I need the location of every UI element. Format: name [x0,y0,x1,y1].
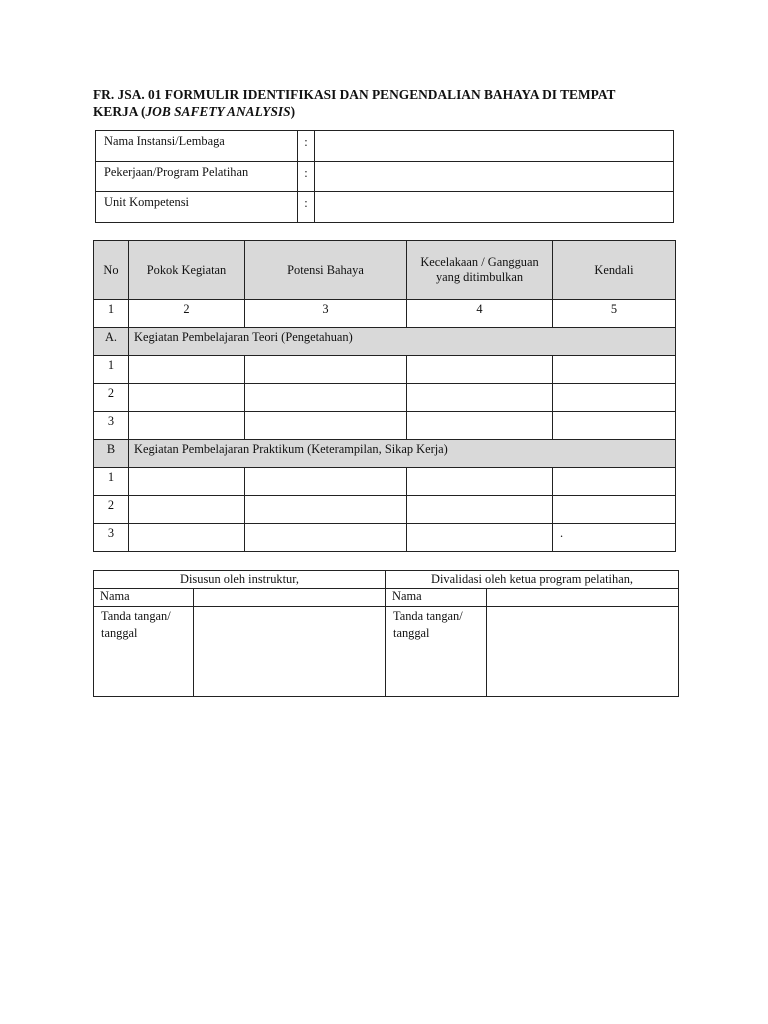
header-potensi-bahaya: Potensi Bahaya [245,241,407,300]
name-field-instructor[interactable] [194,589,386,607]
section-code: A. [94,328,129,356]
identification-row [96,131,674,162]
cell-potensi-bahaya[interactable] [245,496,407,524]
cell-kecelakaan[interactable] [407,384,553,412]
jsa-table [93,240,676,552]
identification-separator: : [298,131,315,162]
identification-value-pekerjaan[interactable] [315,161,674,192]
cell-potensi-bahaya[interactable] [245,356,407,384]
form-title-line2-italic: JOB SAFETY ANALYSIS [145,104,291,119]
name-label-instructor: Nama [94,589,194,607]
identification-row [96,192,674,223]
sign-label-line2: tanggal [101,626,138,640]
form-title [93,86,673,120]
identification-label-unit: Unit Kompetensi [96,192,298,223]
cell-kendali[interactable] [553,468,676,496]
cell-potensi-bahaya[interactable] [245,412,407,440]
identification-table [95,130,674,223]
column-number: 4 [407,300,553,328]
sign-label-validator [386,607,487,697]
sign-label-instructor [94,607,194,697]
header-pokok-kegiatan: Pokok Kegiatan [129,241,245,300]
signature-sign-row [94,607,679,697]
cell-pokok-kegiatan[interactable] [129,524,245,552]
column-number: 3 [245,300,407,328]
section-a-row [94,328,676,356]
row-number: 1 [94,468,129,496]
section-title: Kegiatan Pembelajaran Praktikum (Keterampilan, Sikap Kerja) [129,440,676,468]
jsa-column-number-row [94,300,676,328]
cell-kendali[interactable] [553,496,676,524]
form-title-line2 [93,103,673,120]
form-title-line1: FR. JSA. 01 FORMULIR IDENTIFIKASI DAN PENGENDALIAN BAHAYA DI TEMPAT [93,87,616,102]
cell-pokok-kegiatan[interactable] [129,496,245,524]
section-code: B [94,440,129,468]
row-number: 2 [94,384,129,412]
form-title-line2-suffix: ) [290,104,296,119]
form-title-line2-prefix: KERJA ( [93,104,146,119]
name-label-validator: Nama [386,589,487,607]
cell-pokok-kegiatan[interactable] [129,468,245,496]
header-kecelakaan: Kecelakaan / Gangguan yang ditimbulkan [407,241,553,300]
cell-kendali[interactable] [553,412,676,440]
identification-value-unit[interactable] [315,192,674,223]
cell-kendali[interactable] [553,356,676,384]
cell-pokok-kegiatan[interactable] [129,384,245,412]
jsa-header-row [94,241,676,300]
signature-heading-instructor: Disusun oleh instruktur, [94,571,386,589]
sign-label-line1: Tanda tangan/ [393,609,463,623]
row-number: 3 [94,412,129,440]
cell-kendali[interactable] [553,384,676,412]
cell-pokok-kegiatan[interactable] [129,412,245,440]
cell-potensi-bahaya[interactable] [245,384,407,412]
table-row [94,412,676,440]
identification-label-instansi: Nama Instansi/Lembaga [96,131,298,162]
cell-kendali[interactable]: . [553,524,676,552]
cell-kecelakaan[interactable] [407,468,553,496]
signature-name-row [94,589,679,607]
row-number: 2 [94,496,129,524]
signature-table [93,570,679,697]
cell-kecelakaan[interactable] [407,412,553,440]
section-title: Kegiatan Pembelajaran Teori (Pengetahuan) [129,328,676,356]
column-number: 2 [129,300,245,328]
table-row [94,524,676,552]
identification-separator: : [298,161,315,192]
sign-label-line2: tanggal [393,626,430,640]
cell-kecelakaan[interactable] [407,356,553,384]
table-row [94,468,676,496]
table-row [94,496,676,524]
cell-potensi-bahaya[interactable] [245,468,407,496]
column-number: 5 [553,300,676,328]
column-number: 1 [94,300,129,328]
section-b-row [94,440,676,468]
table-row [94,384,676,412]
table-row [94,356,676,384]
cell-kecelakaan[interactable] [407,496,553,524]
sign-field-instructor[interactable] [194,607,386,697]
signature-heading-row [94,571,679,589]
sign-label-line1: Tanda tangan/ [101,609,171,623]
identification-row [96,161,674,192]
identification-separator: : [298,192,315,223]
identification-value-instansi[interactable] [315,131,674,162]
sign-field-validator[interactable] [487,607,679,697]
row-number: 3 [94,524,129,552]
cell-potensi-bahaya[interactable] [245,524,407,552]
header-kendali: Kendali [553,241,676,300]
cell-kecelakaan[interactable] [407,524,553,552]
name-field-validator[interactable] [487,589,679,607]
cell-pokok-kegiatan[interactable] [129,356,245,384]
header-no: No [94,241,129,300]
row-number: 1 [94,356,129,384]
identification-label-pekerjaan: Pekerjaan/Program Pelatihan [96,161,298,192]
signature-heading-validator: Divalidasi oleh ketua program pelatihan, [386,571,679,589]
